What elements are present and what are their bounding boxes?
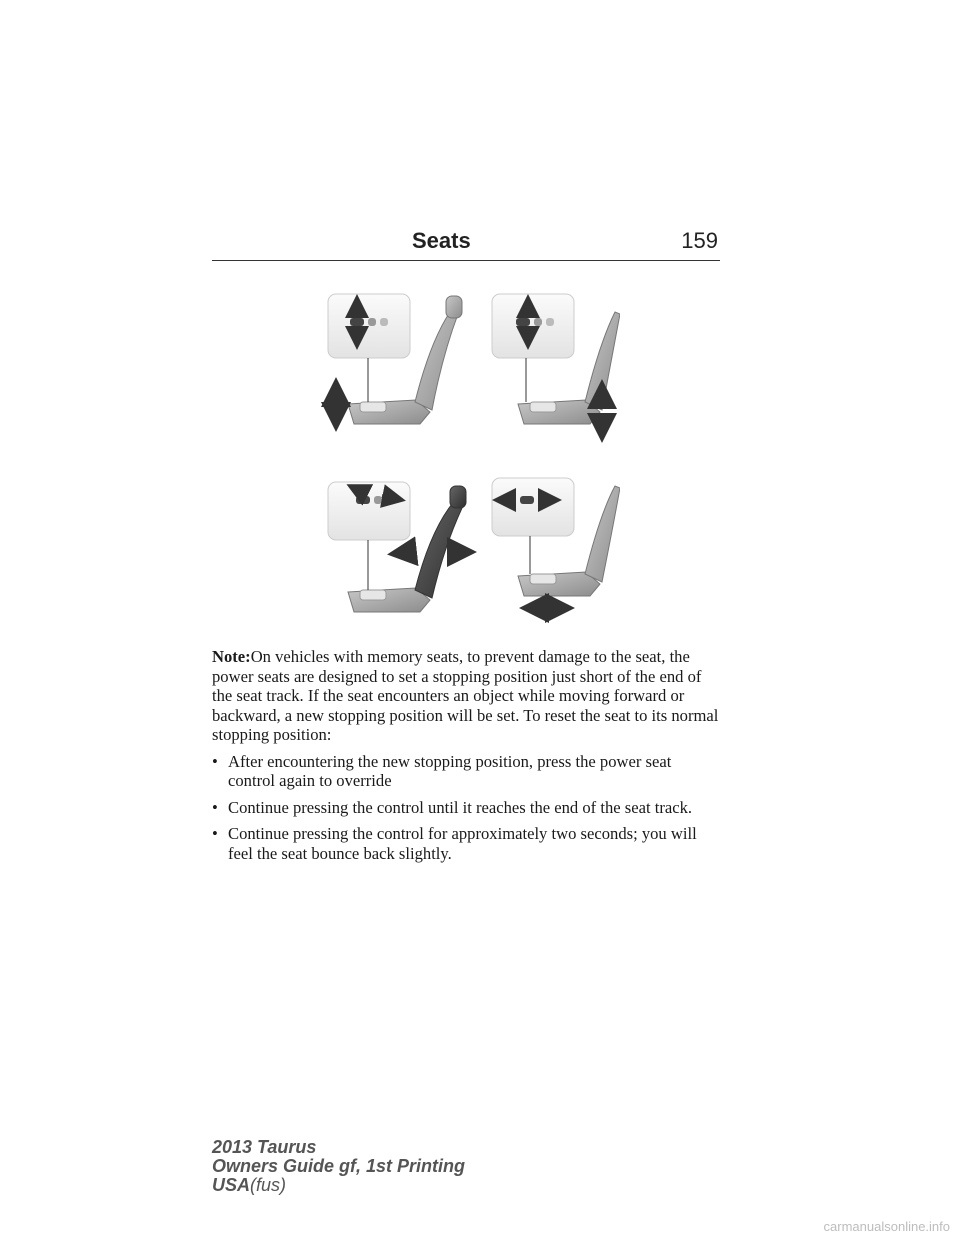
seat-height-panel bbox=[328, 294, 462, 427]
seat-adjustment-illustration bbox=[320, 282, 620, 632]
bullet-item bbox=[212, 798, 722, 818]
footer-model: 2013 Taurus bbox=[212, 1137, 317, 1157]
note-paragraph bbox=[212, 647, 722, 745]
note-text: On vehicles with memory seats, to prevent damage to the seat, the power seats are designed to set a stopping position just short of the end of the seat track. If the seat encounters an object while moving forward or backward, a new stopping position will be set. To reset the seat to its normal stopping position: bbox=[212, 647, 719, 744]
bullet-item bbox=[212, 752, 722, 791]
page-number: 159 bbox=[681, 228, 718, 253]
watermark: carmanualsonline.info bbox=[823, 1219, 950, 1234]
seat-recline-panel bbox=[328, 482, 472, 612]
bullet-icon: • bbox=[212, 797, 218, 817]
note-label: Note: bbox=[212, 647, 251, 666]
seat-diagram bbox=[320, 282, 620, 632]
footer-guide: Owners Guide gf, 1st Printing bbox=[212, 1156, 466, 1176]
bullet-item bbox=[212, 824, 722, 863]
bullet-text: After encountering the new stopping position, press the power seat control again to override bbox=[228, 751, 672, 790]
bullet-text: Continue pressing the control for approximately two seconds; you will feel the seat bounce back slightly. bbox=[228, 824, 697, 863]
footer-region-suffix: (fus) bbox=[250, 1175, 287, 1195]
page-footer bbox=[212, 1138, 465, 1195]
footer-region-code: USA bbox=[212, 1175, 251, 1195]
bullet-text: Continue pressing the control until it reaches the end of the seat track. bbox=[228, 797, 693, 817]
section-title: Seats bbox=[412, 228, 471, 253]
body-text bbox=[212, 647, 722, 870]
seat-fore-aft-panel bbox=[492, 478, 620, 608]
footer-region bbox=[212, 1176, 465, 1195]
bullet-icon: • bbox=[212, 751, 218, 771]
seat-tilt-panel bbox=[492, 294, 620, 438]
page-header bbox=[212, 228, 720, 261]
bullet-icon: • bbox=[212, 824, 218, 843]
